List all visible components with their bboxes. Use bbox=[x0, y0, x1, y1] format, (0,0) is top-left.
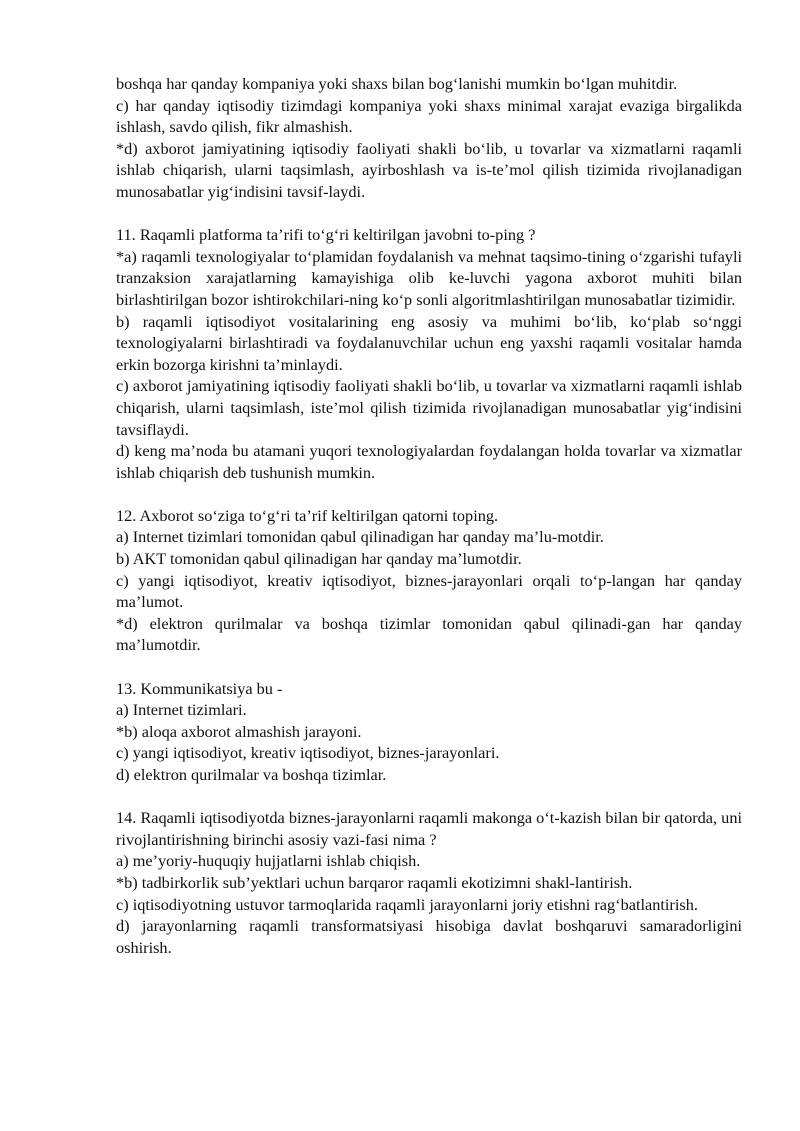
q12-option-d: *d) elektron qurilmalar va boshqa tizimlar tomonidan qabul qilinadi-gan har qanday ma’lumotdir. bbox=[116, 613, 742, 655]
q14-option-c: c) iqtisodiyotning ustuvor tarmoqlarida raqamli jarayonlarni joriy etishni rag‘batlantirish. bbox=[116, 894, 698, 914]
q14-option-d: d) jarayonlarning raqamli transformatsiyasi hisobiga davlat boshqaruvi samaradorligini oshirish. bbox=[116, 916, 742, 957]
q13-option-d: d) elektron qurilmalar va boshqa tizimlar. bbox=[116, 765, 387, 784]
document-page bbox=[116, 73, 742, 958]
q13-option-b: *b) aloqa axborot almashish jarayoni. bbox=[116, 721, 362, 741]
q12-option-b: b) AKT tomonidan qabul qilinadigan har qanday ma’lumotdir. bbox=[116, 549, 522, 569]
spacer bbox=[116, 203, 742, 225]
q12-option-a: a) Internet tizimlari tomonidan qabul qilinadigan har qanday ma’lu-motdir. bbox=[116, 527, 604, 547]
q12-option-c: c) yangi iqtisodiyot, kreativ iqtisodiyot, biznes-jarayonlari orqali to‘p-langan har qanday ma’lumot. bbox=[116, 570, 742, 612]
q10-option-d: *d) axborot jamiyatining iqtisodiy faoliyati shakli bo‘lib, u tovarlar va xizmatlarni raqamli ishlab chiqarish, ularni taqsimlash, ayirboshlash va is-te’mol qilish tizimida rivojlanadigan munosabatlar yig‘indisini tavsif-laydi. bbox=[116, 138, 742, 201]
q11-option-c: c) axborot jamiyatining iqtisodiy faoliyati shakli bo‘lib, u tovarlar va xizmatlarni raqamli ishlab chiqarish, ularni taqsimlash, iste’mol qilish tizimida rivojlanadigan munosabatlar yig‘indisini tavsiflaydi. bbox=[116, 376, 742, 439]
q12-question: 12. Axborot so‘ziga to‘g‘ri ta’rif keltirilgan qatorni toping. bbox=[116, 505, 499, 525]
q13-option-a: a) Internet tizimlari. bbox=[116, 700, 247, 720]
spacer bbox=[116, 786, 742, 808]
spacer bbox=[116, 656, 742, 678]
q13-option-c: c) yangi iqtisodiyot, kreativ iqtisodiyot, biznes-jarayonlari. bbox=[116, 743, 500, 763]
q11-option-d: d) keng ma’noda bu atamani yuqori texnologiyalardan foydalangan holda tovarlar va xizmatlar ishlab chiqarish deb tushunish mumkin. bbox=[116, 441, 742, 482]
q11-option-a: *a) raqamli texnologiyalar to‘plamidan foydalanish va mehnat taqsimo-tining o‘zgarishi tufayli tranzaksion xarajatlarning kamayishiga olib ke-luvchi yagona axborot muhiti bilan birlashtirilgan bozor ishtirokchilari-ning ko‘p sonli algoritmlashtirilgan munosabatlar tizimidir. bbox=[116, 246, 742, 309]
q14-question: 14. Raqamli iqtisodiyotda biznes-jarayonlarni raqamli makonga o‘t-kazish bilan bir qatorda, uni rivojlantirishning birinchi asosiy vazi-fasi nima ? bbox=[116, 808, 742, 849]
q13-question: 13. Kommunikatsiya bu - bbox=[116, 678, 283, 698]
q10-option-c: c) har qanday iqtisodiy tizimdagi kompaniya yoki shaxs minimal xarajat evaziga birgalikda ishlash, savdo qilish, fikr almashish. bbox=[116, 95, 742, 137]
q14-option-a: a) me’yoriy-huquqiy hujjatlarni ishlab chiqish. bbox=[116, 851, 421, 871]
spacer bbox=[116, 483, 742, 505]
q11-question: 11. Raqamli platforma ta’rifi to‘g‘ri keltirilgan javobni to-ping ? bbox=[116, 225, 536, 245]
q14-option-b: *b) tadbirkorlik sub’yektlari uchun barqaror raqamli ekotizimni shakl-lantirish. bbox=[116, 872, 633, 892]
paragraph-continuation: boshqa har qanday kompaniya yoki shaxs bilan bog‘lanishi mumkin bo‘lgan muhitdir. bbox=[116, 74, 678, 93]
q11-option-b: b) raqamli iqtisodiyot vositalarining eng asosiy va muhimi bo‘lib, ko‘plab so‘nggi texnologiyalarni birlashtiradi va foydalanuvchilar uchun eng yaxshi raqamli vositalar hamda erkin bozorga kirishni ta’minlaydi. bbox=[116, 311, 742, 374]
